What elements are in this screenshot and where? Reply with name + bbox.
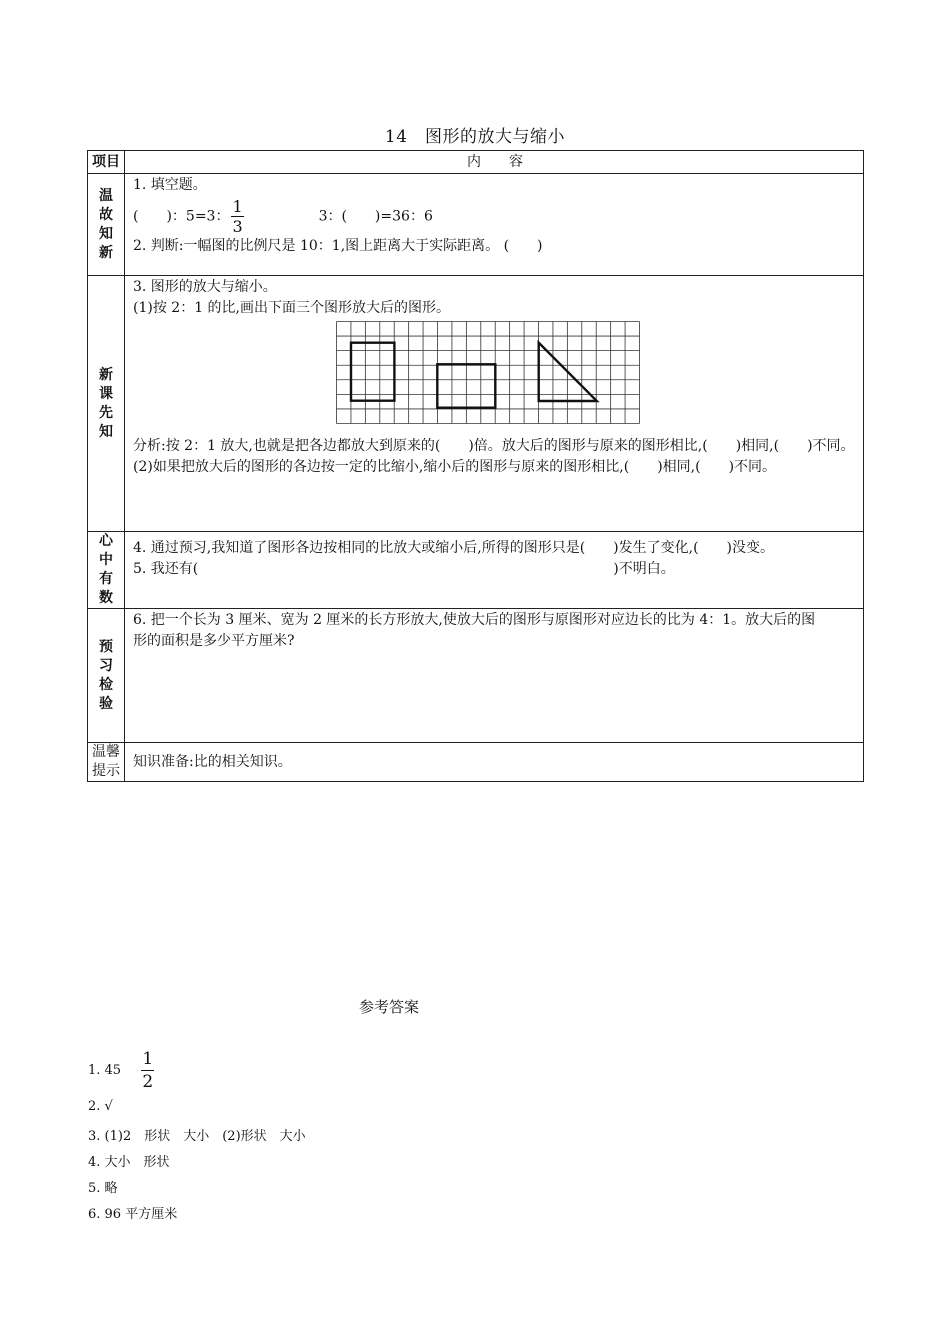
check-content	[125, 609, 864, 743]
answer-2: 2. √	[88, 1099, 113, 1114]
q3-2: (2)如果把放大后的图形的各边按一定的比缩小,缩小后的图形与原来的图形相比,( )相同,( )不同。	[133, 459, 777, 475]
q1-b: 3：( )=36：6	[318, 208, 433, 225]
answer-4: 4. 大小 形状	[88, 1155, 170, 1170]
q3-title: 3. 图形的放大与缩小。	[133, 279, 277, 295]
q1-a-prefix: ( )：5=3：	[133, 208, 230, 225]
new-lesson-content	[125, 276, 864, 532]
q6: 6. 把一个长为 3 厘米、宽为 2 厘米的长方形放大,使放大后的图形与原图形对应边长的比为 4：1。放大后的图形的面积是多少平方厘米?	[133, 612, 816, 649]
tips-content	[125, 743, 864, 782]
mind-content	[125, 532, 864, 609]
answer-6: 6. 96 平方厘米	[88, 1207, 178, 1222]
review-content	[125, 174, 864, 276]
mind-row	[88, 532, 864, 609]
mind-label: 心中有数	[99, 533, 113, 606]
header-content: 内 容	[125, 151, 864, 174]
worksheet-table	[87, 150, 864, 782]
q1-blanks	[133, 197, 857, 236]
table-header-row	[88, 151, 864, 174]
analysis-text: 分析:按 2：1 放大,也就是把各边都放大到原来的( )倍。放大后的图形与原来的图形相比,( )相同,( )不同。	[133, 438, 855, 454]
answer-1-fraction: $\frac{1}{2}$	[142, 1049, 154, 1092]
check-row	[88, 609, 864, 743]
new-lesson-row	[88, 276, 864, 532]
q1-title: 1. 填空题。	[133, 177, 207, 193]
answer-5: 5. 略	[88, 1181, 118, 1196]
tips-label: 温馨提示	[92, 744, 120, 779]
answer-3: 3. (1)2 形状 大小 (2)形状 大小	[88, 1129, 306, 1144]
page-title: 14 图形的放大与缩小	[384, 127, 566, 147]
check-label: 预习检验	[99, 638, 113, 712]
review-label: 温故知新	[99, 187, 113, 261]
original-square	[351, 343, 394, 401]
drawing-grid	[336, 321, 640, 425]
review-row	[88, 174, 864, 276]
q5	[133, 559, 857, 580]
header-item: 项目	[88, 151, 125, 174]
q1-a-fraction: $\frac{1}{3}$	[232, 197, 243, 236]
tips-row	[88, 743, 864, 782]
answers-title: 参考答案	[358, 998, 419, 1016]
q2: 2. 判断:一幅图的比例尺是 10：1,图上距离大于实际距离。 ( )	[133, 238, 543, 254]
q3-1: (1)按 2：1 的比,画出下面三个图形放大后的图形。	[133, 300, 450, 316]
new-lesson-label: 新课先知	[99, 366, 113, 440]
q4: 4. 通过预习,我知道了图形各边按相同的比放大或缩小后,所得的图形只是( )发生了变化,( )没变。	[133, 540, 775, 556]
tips-text: 知识准备:比的相关知识。	[133, 754, 292, 770]
q5-suffix: )不明白。	[613, 561, 675, 577]
q5-prefix: 5. 我还有(	[133, 561, 199, 577]
answer-1: 1. 45 $\frac{1}{2}$	[88, 1049, 154, 1092]
